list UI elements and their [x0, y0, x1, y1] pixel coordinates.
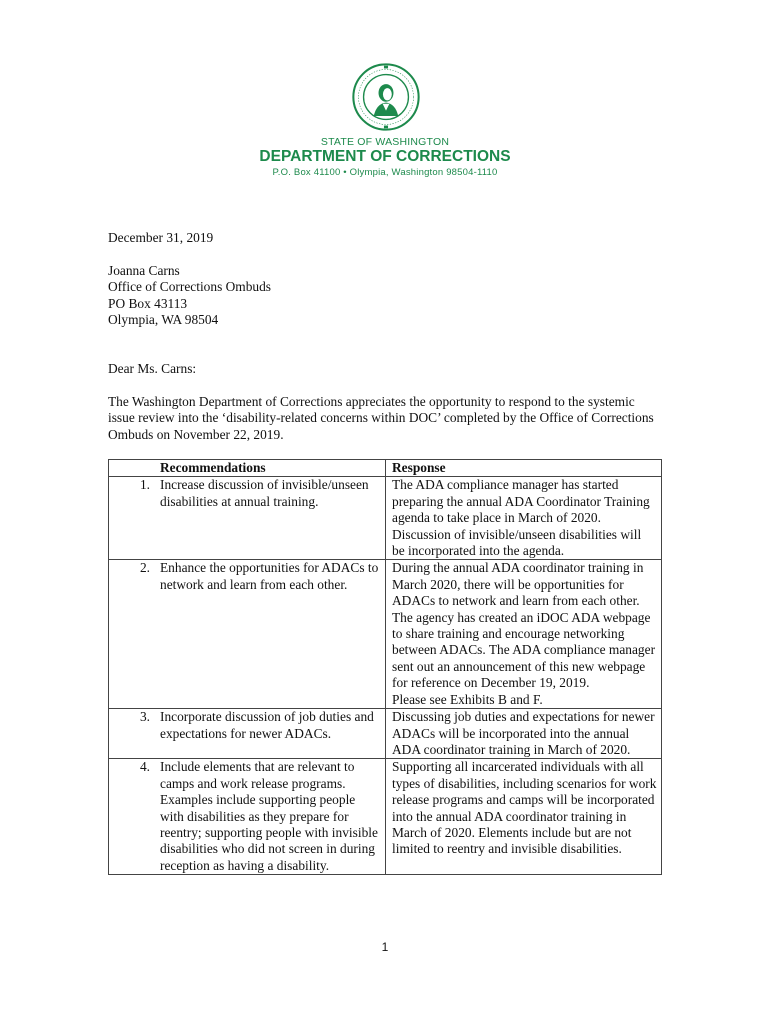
page-number: 1 [381, 940, 389, 954]
recipient-name: Joanna Carns [108, 263, 180, 278]
recipient-office: Office of Corrections Ombuds [108, 279, 272, 295]
salutation: Dear Ms. Carns: [108, 361, 197, 376]
response-text: During the annual ADA coordinator training in March 2020, there will be opportunities for ADACs to network and learn from each other. The agency has created an iDOC ADA webpage to share training and encourage networking between ADACs. The ADA compliance manager sent out an announcement of this new webpage for reference on December 19, 2019. [392, 560, 656, 691]
letterhead-state: STATE OF WASHINGTON [320, 136, 450, 148]
recommendation-text: Enhance the opportunities for ADACs to network and learn from each other. [160, 560, 379, 592]
table-row [109, 709, 662, 759]
intro-paragraph: The Washington Department of Corrections appreciates the opportunity to respond to the systemic issue review into the ‘disability-related concerns within DOC’ completed by the Office of Corrections Ombuds on November 22, 2019. [108, 394, 654, 442]
recommendation-number: 3. [139, 709, 150, 725]
response-text: Discussing job duties and expectations for newer ADACs will be incorporated into the annual ADA coordinator training in March of 2020. [392, 709, 655, 757]
recommendation-number: 4. [139, 759, 150, 775]
recommendation-text: Include elements that are relevant to camps and work release programs. Examples include supporting people with disabilities as they prepare for reentry; supporting people with invisible disabilities who did not screen in during reception as having a disability. [160, 759, 378, 873]
state-seal-logo [352, 63, 420, 131]
response-text: Supporting all incarcerated individuals with all types of disabilities, including scenarios for work release programs and camps will be incorporated into the annual ADA coordinator training in March of 2020. Elements include but are not limited to reentry and invisible disabilities. [392, 759, 657, 857]
recipient-address-block [108, 263, 668, 329]
table-row [109, 759, 662, 875]
response-text: The ADA compliance manager has started preparing the annual ADA Coordinator Training agenda to take place in March of 2020. Discussion of invisible/unseen disabilities will be incorporated into the agenda. [392, 477, 650, 559]
letterhead-department: DEPARTMENT OF CORRECTIONS [259, 148, 511, 165]
recommendation-number: 1. [139, 477, 150, 493]
recommendation-number: 2. [139, 560, 150, 576]
recommendations-table [108, 459, 662, 875]
table-row [109, 477, 662, 560]
header-response: Response [386, 460, 662, 477]
header-recommendations: Recommendations [160, 460, 266, 475]
recommendation-text: Incorporate discussion of job duties and expectations for newer ADACs. [160, 709, 374, 741]
recipient-city: Olympia, WA 98504 [108, 312, 219, 328]
recipient-po-box: PO Box 43113 [108, 295, 188, 311]
response-note: Please see Exhibits B and F. [392, 691, 543, 707]
table-header-row [109, 460, 662, 477]
letterhead-address: P.O. Box 41100 • Olympia, Washington 98504-1110 [272, 167, 498, 178]
recommendation-text: Increase discussion of invisible/unseen disabilities at annual training. [160, 477, 369, 509]
letter-date: December 31, 2019 [108, 230, 214, 245]
table-row [109, 560, 662, 709]
